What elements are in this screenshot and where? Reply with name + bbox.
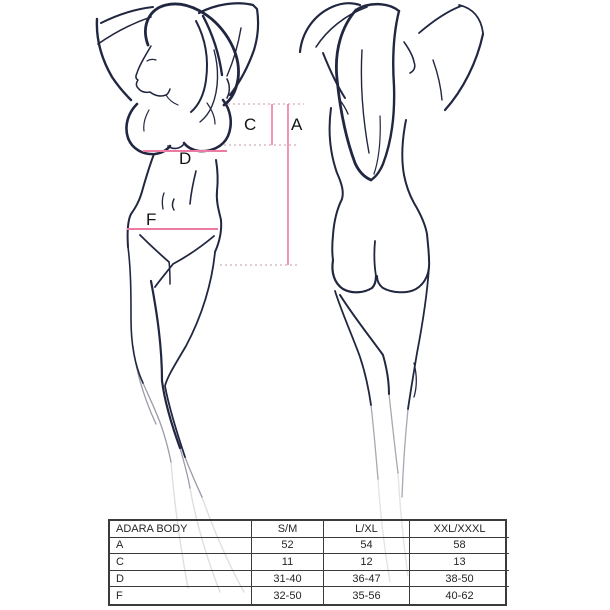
size-table-row-label: A [110,538,252,555]
size-table-row-label: C [110,554,252,571]
measure-label-a: A [291,115,303,134]
size-table-row-label: F [110,587,252,604]
size-table-value: 32-50 [252,587,324,604]
size-table-value: 38-50 [410,571,509,588]
size-table-value: 54 [324,538,410,555]
size-table-value: 35-56 [324,587,410,604]
measurement-overlay [127,104,304,265]
size-table-value: 12 [324,554,410,571]
measure-label-d: D [179,149,192,168]
size-table-col-header: XXL/XXXL [410,521,509,538]
size-table-col-header: L/XL [324,521,410,538]
size-table-value: 36-47 [324,571,410,588]
size-table [108,519,507,606]
size-table-value: 52 [252,538,324,555]
size-table-value: 11 [252,554,324,571]
size-table-row-label: D [110,571,252,588]
front-figure-illustration [97,3,258,592]
size-table-product-header: ADARA BODY [110,521,252,538]
size-table-value: 31-40 [252,571,324,588]
size-table-value: 40-62 [445,589,474,602]
measure-label-c: C [244,115,257,134]
size-table-value: 58 [410,538,509,555]
measure-label-f: F [146,210,157,229]
back-figure-illustration [300,3,483,582]
size-table-col-header: S/M [252,521,324,538]
size-table-value: 13 [410,554,509,571]
